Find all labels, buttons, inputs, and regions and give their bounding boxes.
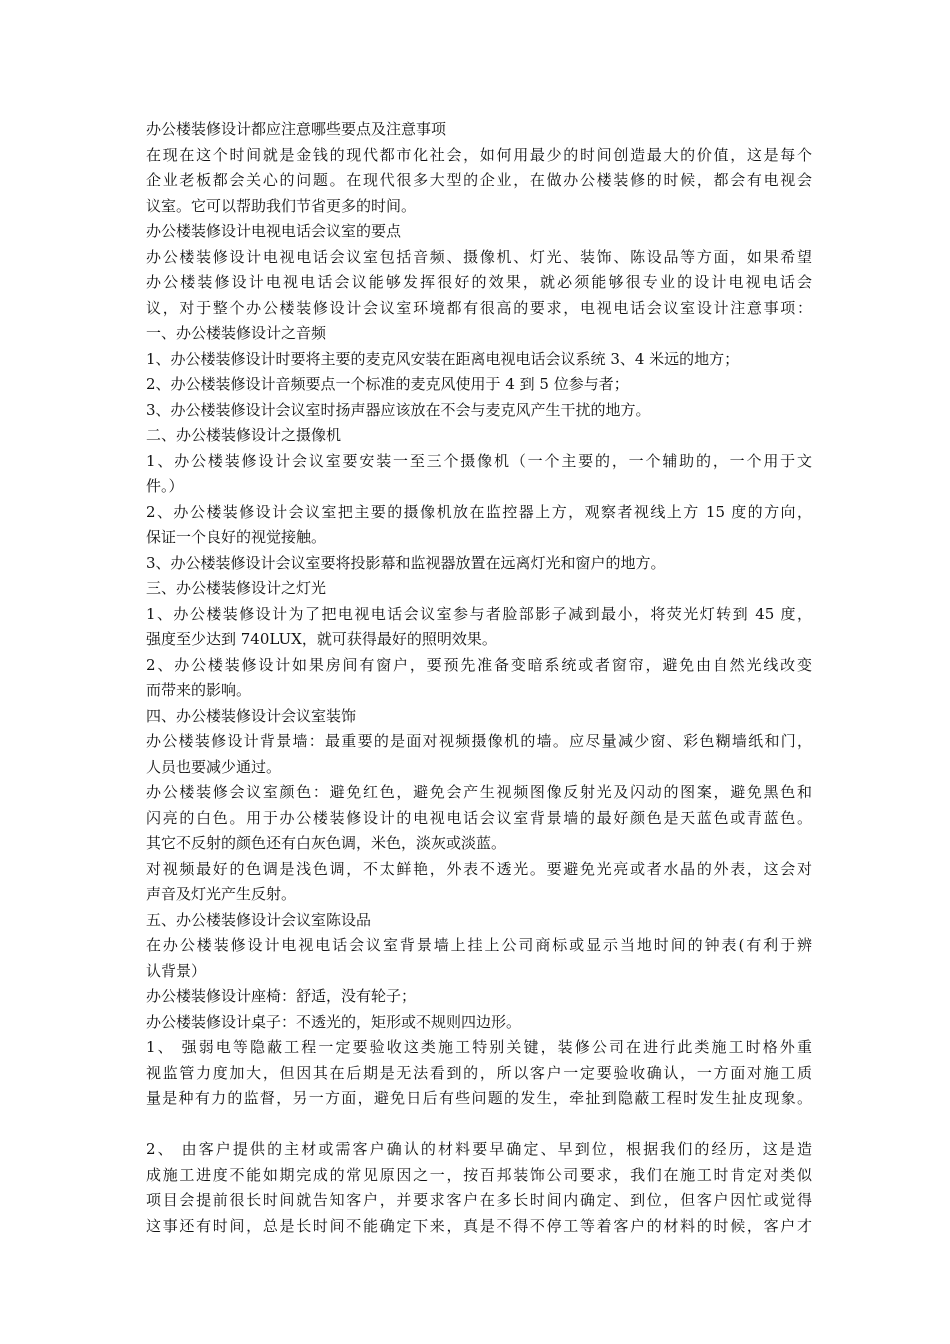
- text-line: 企业老板都会关心的问题。在现代很多大型的企业，在做办公楼装修的时候，都会有电视会: [146, 171, 812, 189]
- text-line: 四、办公楼装修设计会议室装饰: [146, 706, 357, 725]
- text-line: 办公楼装修设计电视电话会议能够发挥很好的效果，就必须能够很专业的设计电视电话会: [146, 273, 812, 291]
- text-line: 量是种有力的监督，另一方面，避免日后有些问题的发生，牵扯到隐蔽工程时发生扯皮现象。: [146, 1089, 812, 1107]
- text-line: 办公楼装修设计座椅：舒适，没有轮子；: [146, 987, 417, 1005]
- text-line: 成施工进度不能如期完成的常见原因之一，按百邦装饰公司要求，我们在施工时肯定对类似: [146, 1165, 812, 1184]
- text-line: 2、 由客户提供的主材或需客户确认的材料要早确定、早到位，根据我们的经历，这是造: [146, 1140, 812, 1158]
- text-line: 在办公楼装修设计电视电话会议室背景墙上挂上公司商标或显示当地时间的钟表(有利于辨: [146, 936, 812, 954]
- text-line: 1、办公楼装修设计会议室要安装一至三个摄像机（一个主要的，一个辅助的，一个用于文: [146, 451, 812, 470]
- text-line: 件。）: [146, 477, 184, 495]
- text-line: 二、办公楼装修设计之摄像机: [146, 426, 342, 444]
- text-line: 办公楼装修会议室颜色：避免红色，避免会产生视频图像反射光及闪动的图案，避免黑色和: [146, 783, 812, 801]
- document-body: [146, 117, 812, 1239]
- text-line: 在现在这个时间就是金钱的现代都市化社会，如何用最少的时间创造最大的价值，这是每个: [146, 145, 812, 164]
- text-line: 办公楼装修设计电视电话会议室包括音频、摄像机、灯光、装饰、陈设品等方面，如果希望: [146, 247, 812, 266]
- text-line: 办公楼装修设计电视电话会议室的要点: [146, 222, 402, 240]
- text-line: 项目会提前很长时间就告知客户，并要求客户在多长时间内确定、到位，但客户因忙或觉得: [146, 1191, 812, 1209]
- text-line: 1、办公楼装修设计为了把电视电话会议室参与者脸部影子减到最小，将荧光灯转到 45 度，: [146, 604, 812, 623]
- text-line: 2、办公楼装修设计如果房间有窗户，要预先准备变暗系统或者窗帘，避免由自然光线改变: [146, 655, 812, 674]
- text-line: 3、办公楼装修设计会议室要将投影幕和监视器放置在远离灯光和窗户的地方。: [146, 553, 666, 572]
- text-line: 声音及灯光产生反射。: [146, 885, 297, 903]
- text-line: 强度至少达到 740LUX，就可获得最好的照明效果。: [146, 630, 497, 648]
- text-line: 保证一个良好的视觉接触。: [146, 528, 327, 546]
- text-line: 其它不反射的颜色还有白灰色调，米色，淡灰或淡蓝。: [146, 834, 507, 852]
- text-line: 办公楼装修设计桌子：不透光的，矩形或不规则四边形。: [146, 1012, 522, 1031]
- text-line: 闪亮的白色。用于办公楼装修设计的电视电话会议室背景墙的最好颜色是天蓝色或青蓝色。: [146, 808, 812, 827]
- text-line: [146, 1112, 812, 1138]
- text-line: 对视频最好的色调是浅色调，不太鲜艳，外表不透光。要避免光亮或者水晶的外表，这会对: [146, 859, 812, 878]
- text-line: 认背景）: [146, 961, 207, 980]
- text-line: 1、办公楼装修设计时要将主要的麦克风安装在距离电视电话会议系统 3、4 米远的地方；: [146, 349, 740, 368]
- text-line: 办公楼装修设计背景墙：最重要的是面对视频摄像机的墙。应尽量减少窗、彩色糊墙纸和门，: [146, 732, 812, 750]
- text-line: 议室。它可以帮助我们节省更多的时间。: [146, 196, 417, 215]
- text-line: 2、办公楼装修设计会议室把主要的摄像机放在监控器上方，观察者视线上方 15 度的方向，: [146, 502, 812, 521]
- text-line: 3、办公楼装修设计会议室时扬声器应该放在不会与麦克风产生干扰的地方。: [146, 400, 651, 419]
- text-line: 人员也要减少通过。: [146, 757, 282, 776]
- text-line: 而带来的影响。: [146, 681, 252, 699]
- text-line: 1、 强弱电等隐蔽工程一定要验收这类施工特别关键，装修公司在进行此类施工时格外重: [146, 1038, 812, 1056]
- text-line: 一、办公楼装修设计之音频: [146, 324, 327, 342]
- text-line: 这事还有时间，总是长时间不能确定下来，真是不得不停工等着客户的材料的时候，客户才: [146, 1216, 812, 1235]
- text-line: 2、办公楼装修设计音频要点一个标准的麦克风使用于 4 到 5 位参与者；: [146, 375, 629, 393]
- text-line: 办公楼装修设计都应注意哪些要点及注意事项: [146, 120, 447, 138]
- text-line: 五、办公楼装修设计会议室陈设品: [146, 910, 372, 929]
- text-line: 三、办公楼装修设计之灯光: [146, 579, 327, 597]
- text-line: 视监管力度加大，但因其在后期是无法看到的，所以客户一定要验收确认，一方面对施工质: [146, 1063, 812, 1082]
- text-line: 议，对于整个办公楼装修设计会议室环境都有很高的要求，电视电话会议室设计注意事项：: [146, 298, 812, 317]
